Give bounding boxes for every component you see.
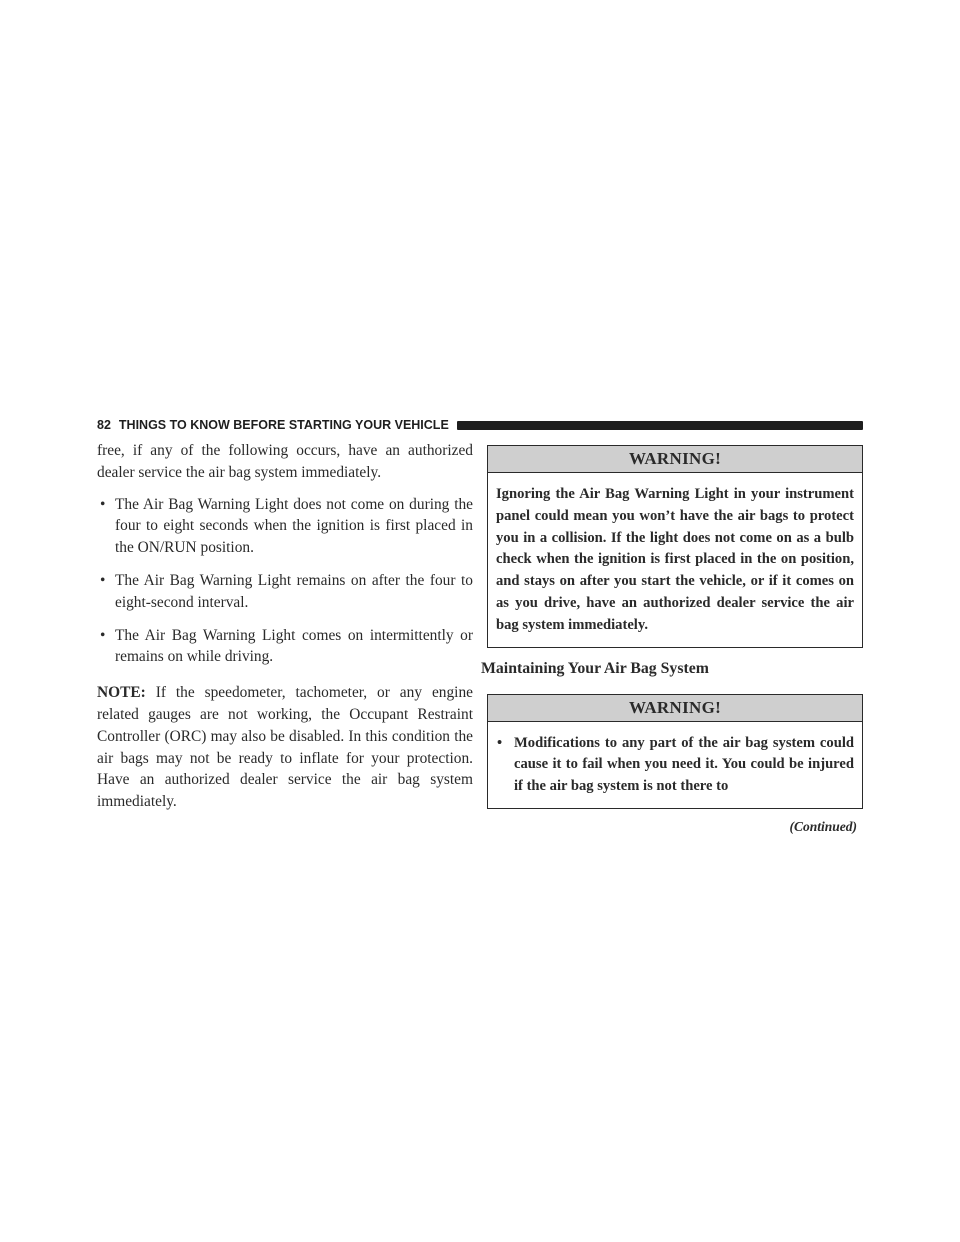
list-item-text: The Air Bag Warning Light comes on intermittently or remains on while driving. <box>115 626 473 666</box>
running-header <box>97 416 863 434</box>
warning-bullet-text: Modifications to any part of the air bag system could cause it to fail when you need it. You could be injured if the air bag system is not there to <box>514 734 854 795</box>
running-header-title: THINGS TO KNOW BEFORE STARTING YOUR VEHICLE <box>118 418 449 432</box>
list-item-text: The Air Bag Warning Light remains on after the four to eight-second interval. <box>115 571 473 611</box>
warning-title: WARNING! <box>488 695 862 722</box>
warning-title: WARNING! <box>488 446 862 473</box>
page-number: 82 <box>97 418 111 432</box>
right-column <box>481 445 863 835</box>
note-label: NOTE: <box>97 684 146 702</box>
header-rule <box>457 421 863 430</box>
bullet-icon: • <box>497 734 503 751</box>
warning-body: Ignoring the Air Bag Warning Light in your instrument panel could mean you won’t have the air bags to protect you in a collision. If the light does not come on as a bulb check when the ignition is first placed in the on position, and stays on after you start the vehicle, or if it comes on as you drive, have an authorized dealer service the air bag system immediately. <box>496 486 854 633</box>
continued-label: (Continued) <box>789 818 857 834</box>
bullet-icon: • <box>100 626 106 644</box>
left-column <box>97 440 473 813</box>
warning-bullet <box>488 722 862 808</box>
bullet-icon: • <box>100 571 106 589</box>
list-item <box>97 494 473 559</box>
warning-light-conditions-list <box>97 494 473 669</box>
bullet-icon: • <box>100 495 106 513</box>
intro-paragraph: free, if any of the following occurs, have an authorized dealer service the air bag system immediately. <box>97 442 473 481</box>
warning-box-air-bag-light <box>487 445 863 648</box>
list-item-text: The Air Bag Warning Light does not come on during the four to eight seconds when the ignition is first placed in the ON/RUN position. <box>115 495 473 557</box>
list-item <box>97 625 473 669</box>
section-heading: Maintaining Your Air Bag System <box>481 659 709 677</box>
note-paragraph <box>97 682 473 813</box>
warning-box-modifications <box>487 694 863 809</box>
list-item <box>97 570 473 614</box>
note-text: If the speedometer, tachometer, or any engine related gauges are not working, the Occupant Restraint Controller (ORC) may also be disabled. In this condition the air bags may not be ready to inflate for your protection. Have an authorized dealer service the air bag system immediately. <box>97 684 473 811</box>
